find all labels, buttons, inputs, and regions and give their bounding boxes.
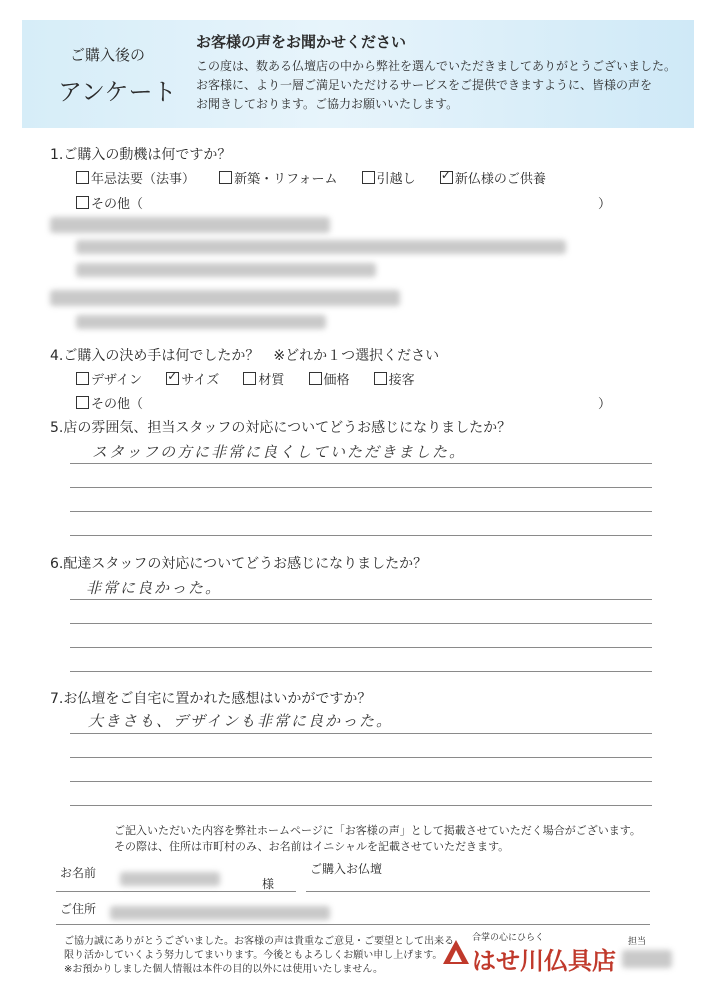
checkbox[interactable] <box>76 372 89 385</box>
redacted-name <box>120 872 220 886</box>
option-label: デザイン <box>91 373 143 388</box>
answer-line <box>70 647 652 648</box>
banner-intro-line-3: お聞きしております。ご協力お願いいたします。 <box>196 97 459 111</box>
q1-option-moving[interactable] <box>362 168 416 187</box>
q4-option-service[interactable] <box>374 369 415 388</box>
header-banner <box>22 20 694 128</box>
answer-line <box>70 623 652 624</box>
question-4: 4.ご購入の決め手は何でしたか？ ※どれか１つ選択ください <box>50 348 440 364</box>
q4-option-size[interactable] <box>166 369 219 388</box>
footer-line-3: ※お預かりしました個人情報は本件の目的以外には使用いたしません。 <box>64 964 383 975</box>
checkbox[interactable] <box>76 196 89 209</box>
logo-tagline: 合掌の心にひらく <box>472 933 545 943</box>
answer-line <box>70 463 652 464</box>
logo-name: はせ川仏具店 <box>472 947 616 975</box>
checkbox[interactable] <box>309 372 322 385</box>
banner-intro-line-2: お客様に、より一層ご満足いただけるサービスをご提供できますように、皆様の声を <box>196 78 653 92</box>
q1-other-close: ） <box>598 197 612 212</box>
honorific: 様 <box>262 877 275 891</box>
redacted-question-2 <box>50 217 330 233</box>
question-6: 6.配達スタッフの対応についてどうお感じになりましたか？ <box>50 556 428 572</box>
staff-label: 担当 <box>628 937 647 947</box>
altar-underline <box>306 891 650 892</box>
name-underline <box>56 891 296 892</box>
q6-answer[interactable]: 非常に良かった。 <box>86 579 223 597</box>
question-1: 1.ご購入の動機は何ですか？ <box>50 147 232 163</box>
option-label: 接客 <box>388 373 415 388</box>
q1-option-new-deceased[interactable] <box>440 168 546 187</box>
answer-line <box>70 671 652 672</box>
q4-option-design[interactable] <box>76 369 142 388</box>
option-label: 新築・リフォーム <box>234 172 338 187</box>
q7-answer[interactable]: 大きさも、デザインも非常に良かった。 <box>88 712 393 730</box>
answer-line <box>70 599 652 600</box>
checkbox-checked[interactable] <box>440 171 453 184</box>
q5-answer[interactable]: スタッフの方に非常に良くしていただきました。 <box>92 443 467 461</box>
redacted-address <box>110 906 330 920</box>
option-label: 材質 <box>258 373 285 388</box>
name-label: お名前 <box>60 866 97 880</box>
question-7: 7.お仏壇をご自宅に置かれた感想はいかがですか？ <box>50 691 372 707</box>
q1-option-other[interactable] <box>76 193 143 212</box>
footer-line-2: 限り活かしていくよう努力してまいります。今後ともよろしくお願い申し上げます。 <box>64 950 443 961</box>
question-4-options <box>76 369 435 388</box>
checkbox[interactable] <box>76 171 89 184</box>
checkbox[interactable] <box>374 372 387 385</box>
checkbox[interactable] <box>219 171 232 184</box>
altar-label: ご購入お仏壇 <box>310 862 383 876</box>
option-label: その他（ <box>91 197 144 212</box>
question-5: 5.店の雰囲気、担当スタッフの対応についてどうお感じになりましたか？ <box>50 420 512 436</box>
q1-option-memorial[interactable] <box>76 168 195 187</box>
company-logo <box>442 930 632 975</box>
redacted-question-3 <box>50 290 400 306</box>
consent-line-2: その際は、住所は市町村のみ、お名前はイニシャルを記載させていただきます。 <box>114 840 510 853</box>
checkbox[interactable] <box>362 171 375 184</box>
option-label: 新仏様のご供養 <box>454 172 546 187</box>
checkbox[interactable] <box>243 372 256 385</box>
option-label: 引越し <box>376 172 416 187</box>
option-label: その他（ <box>91 397 144 412</box>
redacted-options-2b <box>76 263 376 277</box>
option-label: 年忌法要（法事） <box>91 172 196 187</box>
q4-option-price[interactable] <box>309 369 350 388</box>
redacted-options-3 <box>76 315 326 329</box>
option-label: 価格 <box>323 373 350 388</box>
answer-line <box>70 733 652 734</box>
redacted-staff-stamp <box>622 950 672 968</box>
address-underline <box>56 924 650 925</box>
checkbox-checked[interactable] <box>166 372 179 385</box>
banner-intro-line-1: この度は、数ある仏壇店の中から弊社を選んでいただきましてありがとうございました。 <box>196 59 677 73</box>
answer-line <box>70 511 652 512</box>
q4-option-other[interactable] <box>76 393 143 412</box>
question-1-options <box>76 168 566 187</box>
q1-option-newbuild[interactable] <box>219 168 337 187</box>
consent-line-1: ご記入いただいた内容を弊社ホームページに「お客様の声」として掲載させていただく場合がございます。 <box>114 824 641 837</box>
answer-line <box>70 487 652 488</box>
footer-line-1: ご協力誠にありがとうございました。お客様の声は貴重なご意見・ご要望として出来る <box>64 936 454 947</box>
redacted-options-2a <box>76 240 566 254</box>
banner-title: アンケート <box>58 78 177 106</box>
banner-heading: お客様の声をお聞かせください <box>196 33 407 51</box>
mountain-logo-icon <box>442 938 470 966</box>
answer-line <box>70 757 652 758</box>
q4-option-material[interactable] <box>243 369 284 388</box>
address-label: ご住所 <box>60 902 97 916</box>
answer-line <box>70 781 652 782</box>
option-label: サイズ <box>181 373 220 388</box>
q4-other-close: ） <box>598 397 612 412</box>
checkbox[interactable] <box>76 396 89 409</box>
banner-subtitle: ご購入後の <box>70 46 146 64</box>
answer-line <box>70 535 652 536</box>
answer-line <box>70 805 652 806</box>
